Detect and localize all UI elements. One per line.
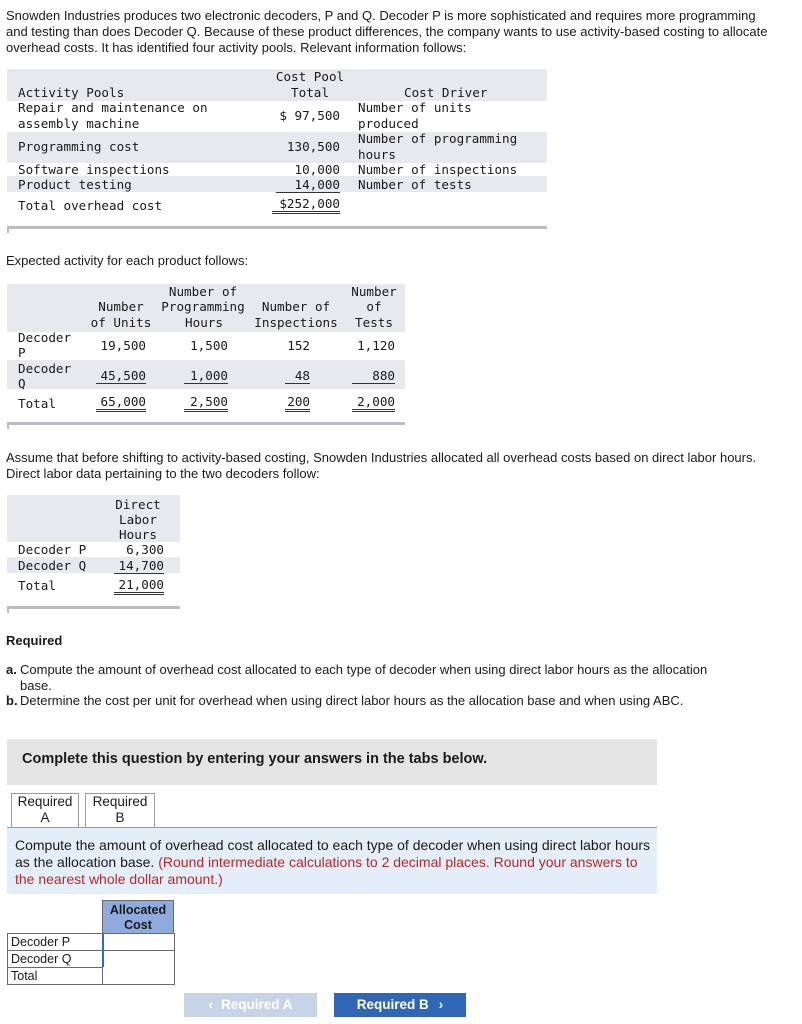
pool-total-value: $252,000 — [272, 196, 340, 214]
activity-total-insp: 200 — [285, 394, 310, 412]
dlh-q-label: Decoder Q — [18, 558, 87, 573]
pool-software-driver: Number of inspections — [358, 162, 518, 177]
tab-required-a[interactable] — [11, 793, 79, 829]
pool-programming-label: Programming cost — [18, 139, 140, 154]
header-tests-2: Tests — [355, 315, 393, 330]
dlh-header-1: Direct — [115, 497, 161, 512]
pool-repair-label-2: assembly machine — [18, 116, 140, 131]
decoder-p-name-2: P — [18, 345, 26, 360]
answer-row-decoder-q — [7, 950, 173, 968]
required-b-text: Determine the cost per unit for overhead when using direct labor hours as the allocation base and when using ABC. — [20, 693, 684, 708]
activity-total-prog: 2,500 — [184, 394, 228, 412]
dlh-total-label: Total — [18, 578, 56, 593]
pool-total-label: Total overhead cost — [18, 198, 163, 213]
header-insp-2: Inspections — [254, 315, 338, 330]
dlh-header-3: Hours — [119, 527, 157, 542]
pool-testing-label: Product testing — [18, 177, 132, 192]
pool-software-label: Software inspections — [18, 162, 170, 177]
header-prog-2: Hours — [185, 315, 223, 330]
activity-total-tests: 2,000 — [352, 394, 395, 412]
pool-repair-driver-2: produced — [358, 116, 419, 131]
assume-text: Assume that before shifting to activity-based costing, Snowden Industries allocated all overhead costs based on direct labor hours. Direct labor data pertaining to the two decoders follow: — [6, 450, 757, 481]
question-content — [15, 837, 655, 888]
required-a-label: a. — [6, 662, 17, 677]
pool-programming-driver-2: hours — [358, 147, 396, 162]
header-units-1: Number — [98, 299, 144, 314]
tab-required-a-line1: Required — [17, 794, 73, 809]
question-note: (Round intermediate calculations to 2 decimal places. Round your answers to the nearest whole dollar amount.) — [15, 854, 638, 887]
required-b-label: b. — [6, 693, 18, 708]
decoder-q-insp: 48 — [285, 368, 310, 384]
question-text: Compute the amount of overhead cost allocated to each type of decoder when using direct labor hours as the allocation base. — [15, 837, 651, 870]
pool-testing-driver: Number of tests — [358, 177, 472, 192]
activity-total-units: 65,000 — [96, 394, 146, 412]
answer-label-decoder-q: Decoder Q — [11, 952, 72, 966]
next-required-b-button[interactable] — [334, 993, 466, 1017]
allocated-cost-total-value — [102, 967, 175, 985]
required-heading: Required — [6, 633, 63, 648]
question-box — [7, 828, 657, 894]
header-prog-0: Number of — [168, 284, 238, 299]
header-activity-pools: Activity Pools — [18, 85, 125, 100]
allocated-cost-decoder-p-input[interactable] — [102, 933, 175, 951]
pool-programming-driver-1: Number of programming — [358, 131, 518, 146]
tab-required-b[interactable] — [85, 793, 155, 829]
decoder-q-units: 45,500 — [96, 368, 146, 384]
answer-header-2: Cost — [124, 918, 152, 932]
tab-required-b-line2: B — [115, 810, 125, 825]
pool-repair-total: $ 97,500 — [279, 108, 340, 123]
header-prog-1: Programming — [161, 299, 245, 314]
decoder-p-tests: 1,120 — [357, 338, 395, 353]
required-a — [6, 662, 726, 694]
chevron-right-icon: › — [438, 997, 444, 1012]
dlh-header-2: Labor — [119, 512, 157, 527]
dlh-p-label: Decoder P — [18, 542, 87, 557]
decoder-q-tests: 880 — [352, 368, 395, 384]
previous-required-a-button[interactable] — [184, 993, 317, 1017]
pool-repair-driver-1: Number of units — [358, 100, 472, 115]
header-cost-driver: Cost Driver — [404, 85, 488, 100]
next-button-label: Required B — [356, 997, 429, 1012]
decoder-p-prog: 1,500 — [190, 338, 228, 353]
header-units-2: of Units — [90, 315, 152, 330]
answer-header — [102, 900, 174, 934]
decoder-q-prog: 1,000 — [184, 368, 228, 384]
tab-required-a-line2: A — [40, 810, 50, 825]
answer-header-1: Allocated — [109, 903, 167, 917]
activity-total-label: Total — [18, 396, 56, 411]
required-b — [6, 693, 766, 709]
answer-row-total — [7, 967, 173, 985]
answer-row-decoder-p — [7, 933, 173, 951]
answer-label-decoder-p: Decoder P — [11, 935, 71, 949]
decoder-q-name-1: Decoder — [18, 361, 72, 376]
pool-repair-label-1: Repair and maintenance on — [18, 100, 208, 115]
chevron-left-icon: ‹ — [208, 997, 213, 1012]
header-insp-1: Number of — [261, 299, 331, 314]
pool-testing-total: 14,000 — [276, 177, 340, 193]
answer-label-total: Total — [11, 969, 38, 983]
decoder-p-insp: 152 — [287, 338, 310, 353]
dlh-q-value: 14,700 — [114, 558, 164, 574]
dlh-p-value: 6,300 — [126, 542, 164, 557]
expected-activity-text: Expected activity for each product follows: — [6, 253, 249, 268]
prev-button-label: Required A — [220, 997, 293, 1012]
required-a-text: Compute the amount of overhead cost allocated to each type of decoder when using direct labor hours as the allocation base. — [20, 662, 708, 693]
header-tests-0: Number — [351, 284, 397, 299]
header-tests-1: of — [366, 299, 382, 314]
allocated-cost-decoder-q-input[interactable] — [102, 950, 175, 968]
instructions-box — [7, 739, 657, 785]
header-cost-pool: Cost Pool — [275, 69, 345, 84]
header-total: Total — [291, 85, 329, 100]
dlh-total-value: 21,000 — [114, 577, 164, 595]
instructions-text: Complete this question by entering your answers in the tabs below. — [22, 751, 488, 767]
pool-software-total: 10,000 — [294, 162, 340, 177]
intro-text: Snowden Industries produces two electronic decoders, P and Q. Decoder P is more sophisticated and requires more programming and testing than does Decoder Q. Because of these product differences, the company wants to use activity-based costing to allocate overhead costs. It has identified four activity pools. Relevant information follows: — [6, 8, 768, 55]
decoder-q-name-2: Q — [18, 376, 26, 391]
decoder-p-units: 19,500 — [100, 338, 146, 353]
decoder-p-name-1: Decoder — [18, 330, 72, 345]
tab-required-b-line1: Required — [92, 794, 148, 809]
pool-programming-total: 130,500 — [286, 139, 340, 154]
